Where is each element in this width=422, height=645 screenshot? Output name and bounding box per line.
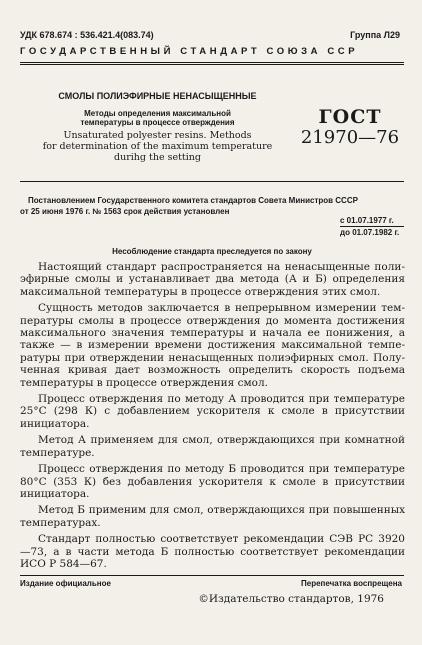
validity-date-to: до 01.07.1982 г. <box>340 228 400 237</box>
paragraph: Процесс отверждения по методу А проводится при температуре 25°С (298 К) с добавлением ускорителя к смоле в присутствии инициатора. <box>20 393 405 430</box>
footer-rule <box>20 575 404 576</box>
standard-subtitle-line1: Методы определения максимальной <box>84 109 231 118</box>
gost-label: ГОСТ <box>318 106 382 128</box>
validity-date-from: с 01.07.1977 г. <box>340 216 394 225</box>
state-standard-heading: ГОСУДАРСТВЕННЫЙ СТАНДАРТ СОЮЗА ССР <box>20 46 359 57</box>
official-edition-label: Издание официальное <box>20 579 111 588</box>
header-rule <box>20 62 404 63</box>
paragraph: Стандарт полностью соответствует рекомендации СЭВ РС 3920—73, а в части метода Б полностью соответствует рекомендации ИСО Р 584—67. <box>20 533 405 570</box>
standard-title: СМОЛЫ ПОЛИЭФИРНЫЕ НЕНАСЫЩЕННЫЕ <box>58 91 257 101</box>
paragraph: Метод А применяем для смол, отверждающихся при комнатной температуре. <box>20 434 405 459</box>
udk-code: УДК 678.674 : 536.421.4(083.74) <box>20 30 154 40</box>
english-title-line1: Unsaturated polyester resins. Methods <box>63 130 252 141</box>
paragraph: Настоящий стандарт распространяется на ненасыщенные полиэфирные смолы и устанавливает два метода (А и Б) определения максимальной температуры в процессе отверждения этих смол. <box>20 261 405 298</box>
paragraph: Процесс отверждения по методу Б проводится при температуре 80°С (353 К) без добавления ускорителя к смоле в присутствии инициатора. <box>20 463 405 500</box>
reprint-prohibited-label: Перепечатка воспрещена <box>301 579 402 588</box>
title-rule <box>20 181 404 182</box>
document-body <box>20 261 405 574</box>
header-rule-double <box>20 64 404 65</box>
group-code: Группа Л29 <box>350 30 400 40</box>
paragraph: Сущность методов заключается в непрерывном измерении температуры смолы в процессе отверждения до момента достижения максимального значения температуры и начала ее понижения, а также — в измерении времени достижения максимальной температуры при отверждении ненасыщенных полиэфирных смол. Полученная кривая дает возможность определить скорость подъема температуры в процессе отверждения смол. <box>20 302 405 389</box>
decree-line1: Постановлением Государственного комитета стандартов Совета Министров СССР <box>28 196 358 205</box>
english-title-line2: for determination of the maximum temperature <box>42 141 273 152</box>
english-title-line3: durihg the setting <box>114 152 201 163</box>
gost-number: 21970—76 <box>300 127 400 148</box>
publisher-copyright: ©Издательство стандартов, 1976 <box>198 593 384 605</box>
decree-line2: от 25 июня 1976 г. № 1563 срок действия установлен <box>20 207 230 216</box>
nonconformance-notice: Несоблюдение стандарта преследуется по закону <box>112 247 312 256</box>
paragraph: Метод Б применим для смол, отверждающихся при повышенных температурах. <box>20 504 405 529</box>
validity-date-rule <box>340 226 404 227</box>
standard-subtitle-line2: температуры в процессе отверждения <box>80 118 235 127</box>
